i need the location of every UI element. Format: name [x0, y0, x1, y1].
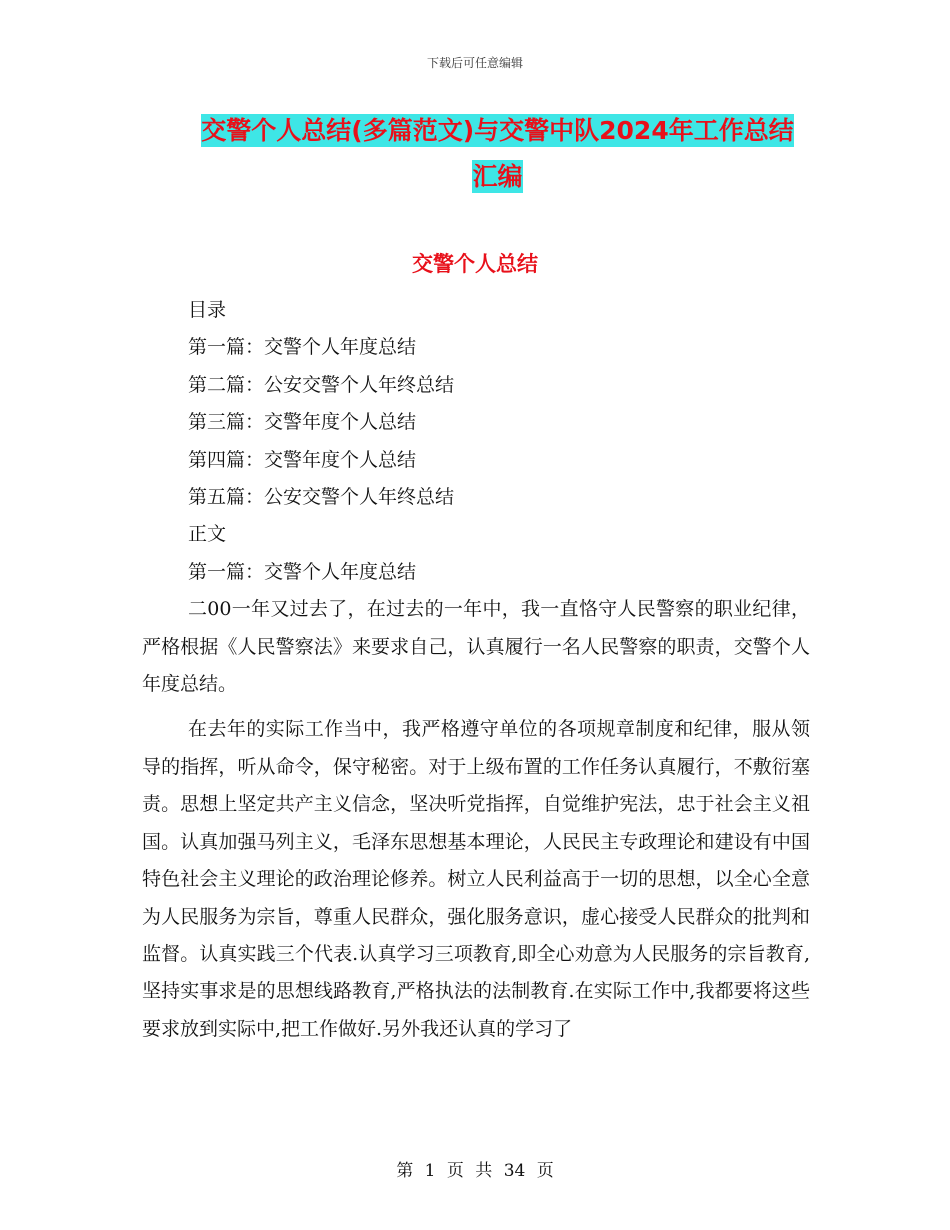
- article-title: 第一篇：交警个人年度总结: [188, 560, 417, 583]
- document-content: [142, 292, 810, 1048]
- toc-item: 第五篇：公安交警个人年终总结: [188, 486, 455, 509]
- body-heading: 正文: [188, 523, 227, 546]
- section-title: 交警个人总结: [412, 252, 538, 276]
- body-paragraph: 在去年的实际工作当中，我严格遵守单位的各项规章制度和纪律，服从领导的指挥，听从命令，保守秘密。对于上级布置的工作任务认真履行，不敷衍塞责。思想上坚定共产主义信念，坚决听党指挥，自觉维护宪法，忠于社会主义祖国。认真加强马列主义，毛泽东思想基本理论，人民民主专政理论和建设有中国特色社会主义理论的政治理论修养。树立人民利益高于一切的思想，以全心全意为人民服务为宗旨，尊重人民群众，强化服务意识，虚心接受人民群众的批判和监督。认真实践三个代表.认真学习三项教育,即全心劝意为人民服务的宗旨教育,坚持实事求是的思想线路教育,严格执法的法制教育.在实际工作中,我都要将这些要求放到实际中,把工作做好.另外我还认真的学习了: [142, 718, 810, 1040]
- toc-item: 第三篇：交警年度个人总结: [188, 411, 417, 434]
- document-title: [140, 108, 855, 200]
- header-note: 下载后可任意编辑: [426, 56, 523, 70]
- title-line-1: 交警个人总结(多篇范文)与交警中队2024年工作总结: [201, 116, 794, 145]
- page-number-footer: 第 1 页 共 34 页: [396, 1161, 554, 1181]
- toc-heading: 目录: [188, 299, 227, 321]
- body-paragraph: 二00一年又过去了，在过去的一年中，我一直恪守人民警察的职业纪律，严格根据《人民警察法》来要求自己，认真履行一名人民警察的职责，交警个人年度总结。: [142, 598, 810, 696]
- toc-item: 第一篇：交警个人年度总结: [188, 336, 417, 359]
- toc-item: 第二篇：公安交警个人年终总结: [188, 373, 455, 396]
- title-line-2: 汇编: [472, 162, 523, 191]
- toc-item: 第四篇：交警年度个人总结: [188, 448, 417, 471]
